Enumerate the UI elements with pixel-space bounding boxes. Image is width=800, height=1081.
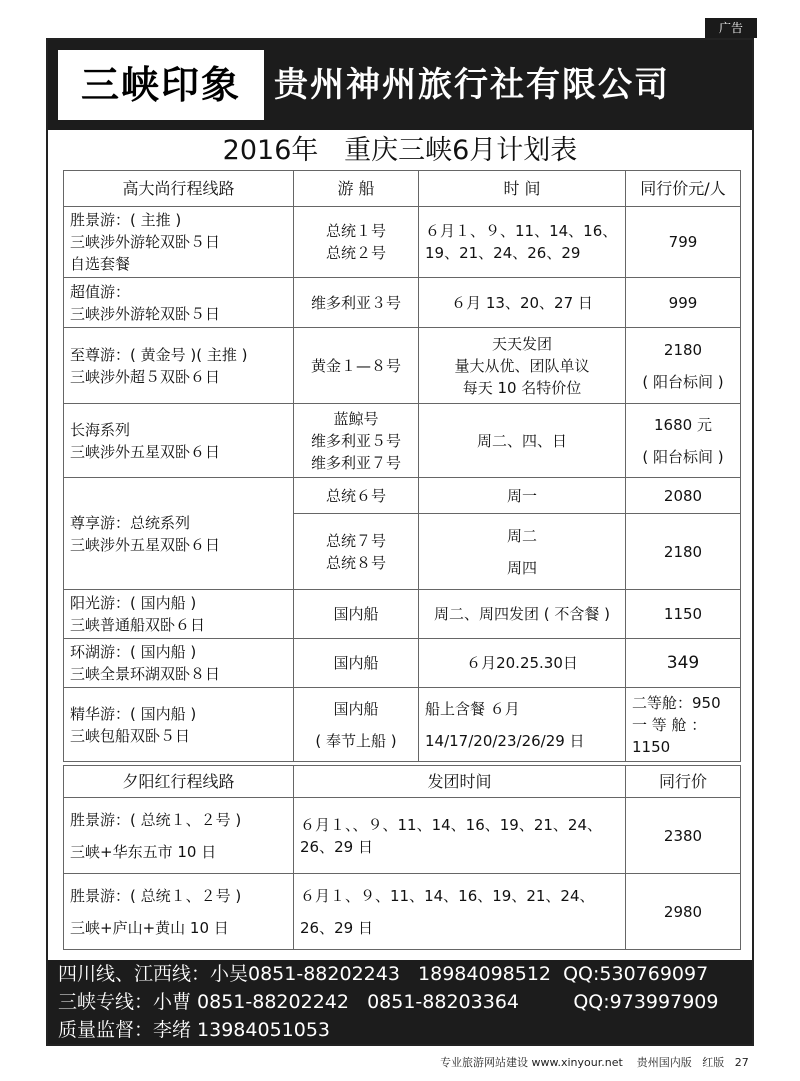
time-cell: ６月 13、20、27 日 [419,278,626,328]
price-cell: 799 [626,207,741,278]
price-cell: 2080 [626,478,741,514]
price-cell: 1680 元 ( 阳台标间 ) [626,404,741,478]
route-cell: 长海系列 三峡涉外五星双卧６日 [64,404,294,478]
time-cell: 周二 周四 [419,514,626,590]
contact-line: 三峡专线：小曹 0851-88202242 0851-88203364 QQ:973997909 [58,991,719,1013]
logo: 三峡印象 [58,50,264,120]
ad-tag: 广告 [705,18,757,38]
ship-cell: 维多利亚３号 [294,278,419,328]
time-cell: 周二、周四发团 ( 不含餐 ) [419,590,626,639]
contact-line: 四川线、江西线：小吴0851-88202243 18984098512 QQ:530769097 [58,963,709,985]
header-band [48,40,752,130]
col-header-route: 夕阳红行程线路 [64,766,294,798]
sunset-route-table [63,765,741,950]
route-cell: 胜景游：( 总统１、２号 ) 三峡+庐山+黄山 10 日 [64,874,294,950]
route-cell: 精华游：( 国内船 ) 三峡包船双卧５日 [64,688,294,762]
ship-cell: 黄金１—８号 [294,328,419,404]
price-cell: 2180 ( 阳台标间 ) [626,328,741,404]
contact-line: 质量监督：李绪 13984051053 [58,1019,331,1041]
route-cell: 胜景游：( 总统１、２号 ) 三峡+华东五市 10 日 [64,798,294,874]
ship-cell: 国内船 ( 奉节上船 ) [294,688,419,762]
route-cell: 阳光游：( 国内船 ) 三峡普通船双卧６日 [64,590,294,639]
time-cell: ６月１、９、11、14、16、19、21、24、 26、29 日 [294,874,626,950]
table-row [64,404,741,478]
col-header-route: 高大尚行程线路 [64,171,294,207]
time-cell: ６月20.25.30日 [419,639,626,688]
time-cell: 船上含餐 ６月 14/17/20/23/26/29 日 [419,688,626,762]
table-row [64,478,741,514]
page-footer: 专业旅游网站建设 www.xinyour.net 贵州国内版 红版 27 [440,1056,749,1069]
price-cell: 2980 [626,874,741,950]
ship-cell: 蓝鲸号 维多利亚５号 维多利亚７号 [294,404,419,478]
price-cell: 1150 [626,590,741,639]
table-row [64,639,741,688]
table-row [64,590,741,639]
table-row [64,278,741,328]
ship-cell: 国内船 [294,639,419,688]
time-cell: 天天发团 量大从优、团队单议 每天 10 名特价位 [419,328,626,404]
price-cell: 349 [626,639,741,688]
time-cell: 周一 [419,478,626,514]
table-row [64,207,741,278]
table-row [64,874,741,950]
price-cell: 2180 [626,514,741,590]
time-cell: ６月１、、９、11、14、16、19、21、24、26、29 日 [294,798,626,874]
table-row [64,328,741,404]
table-row [64,688,741,762]
table-header-row [64,171,741,207]
schedule-table [63,170,741,762]
advert-frame [46,38,754,1046]
col-header-ship: 游 船 [294,171,419,207]
col-header-price: 同行价 [626,766,741,798]
time-cell: ６月１、９、11、14、16、19、21、24、26、29 [419,207,626,278]
col-header-time: 时 间 [419,171,626,207]
route-cell: 至尊游：( 黄金号 )( 主推 ) 三峡涉外超５双卧６日 [64,328,294,404]
contact-band [48,960,752,1044]
company-name: 贵州神州旅行社有限公司 [274,65,670,105]
price-cell: 二等舱：950 一 等 舱 ： 1150 [626,688,741,762]
price-cell: 2380 [626,798,741,874]
ship-cell: 总统７号 总统８号 [294,514,419,590]
ship-cell: 国内船 [294,590,419,639]
table-header-row [64,766,741,798]
route-cell: 胜景游：( 主推 ) 三峡涉外游轮双卧５日 自选套餐 [64,207,294,278]
col-header-price: 同行价元/人 [626,171,741,207]
price-cell: 999 [626,278,741,328]
ship-cell: 总统６号 [294,478,419,514]
page-title: 2016年 重庆三峡6月计划表 [222,135,578,166]
route-cell: 环湖游：( 国内船 ) 三峡全景环湖双卧８日 [64,639,294,688]
col-header-time: 发团时间 [294,766,626,798]
time-cell: 周二、四、日 [419,404,626,478]
ship-cell: 总统１号 总统２号 [294,207,419,278]
route-cell: 尊享游：总统系列 三峡涉外五星双卧６日 [64,478,294,590]
route-cell: 超值游： 三峡涉外游轮双卧５日 [64,278,294,328]
table-row [64,798,741,874]
